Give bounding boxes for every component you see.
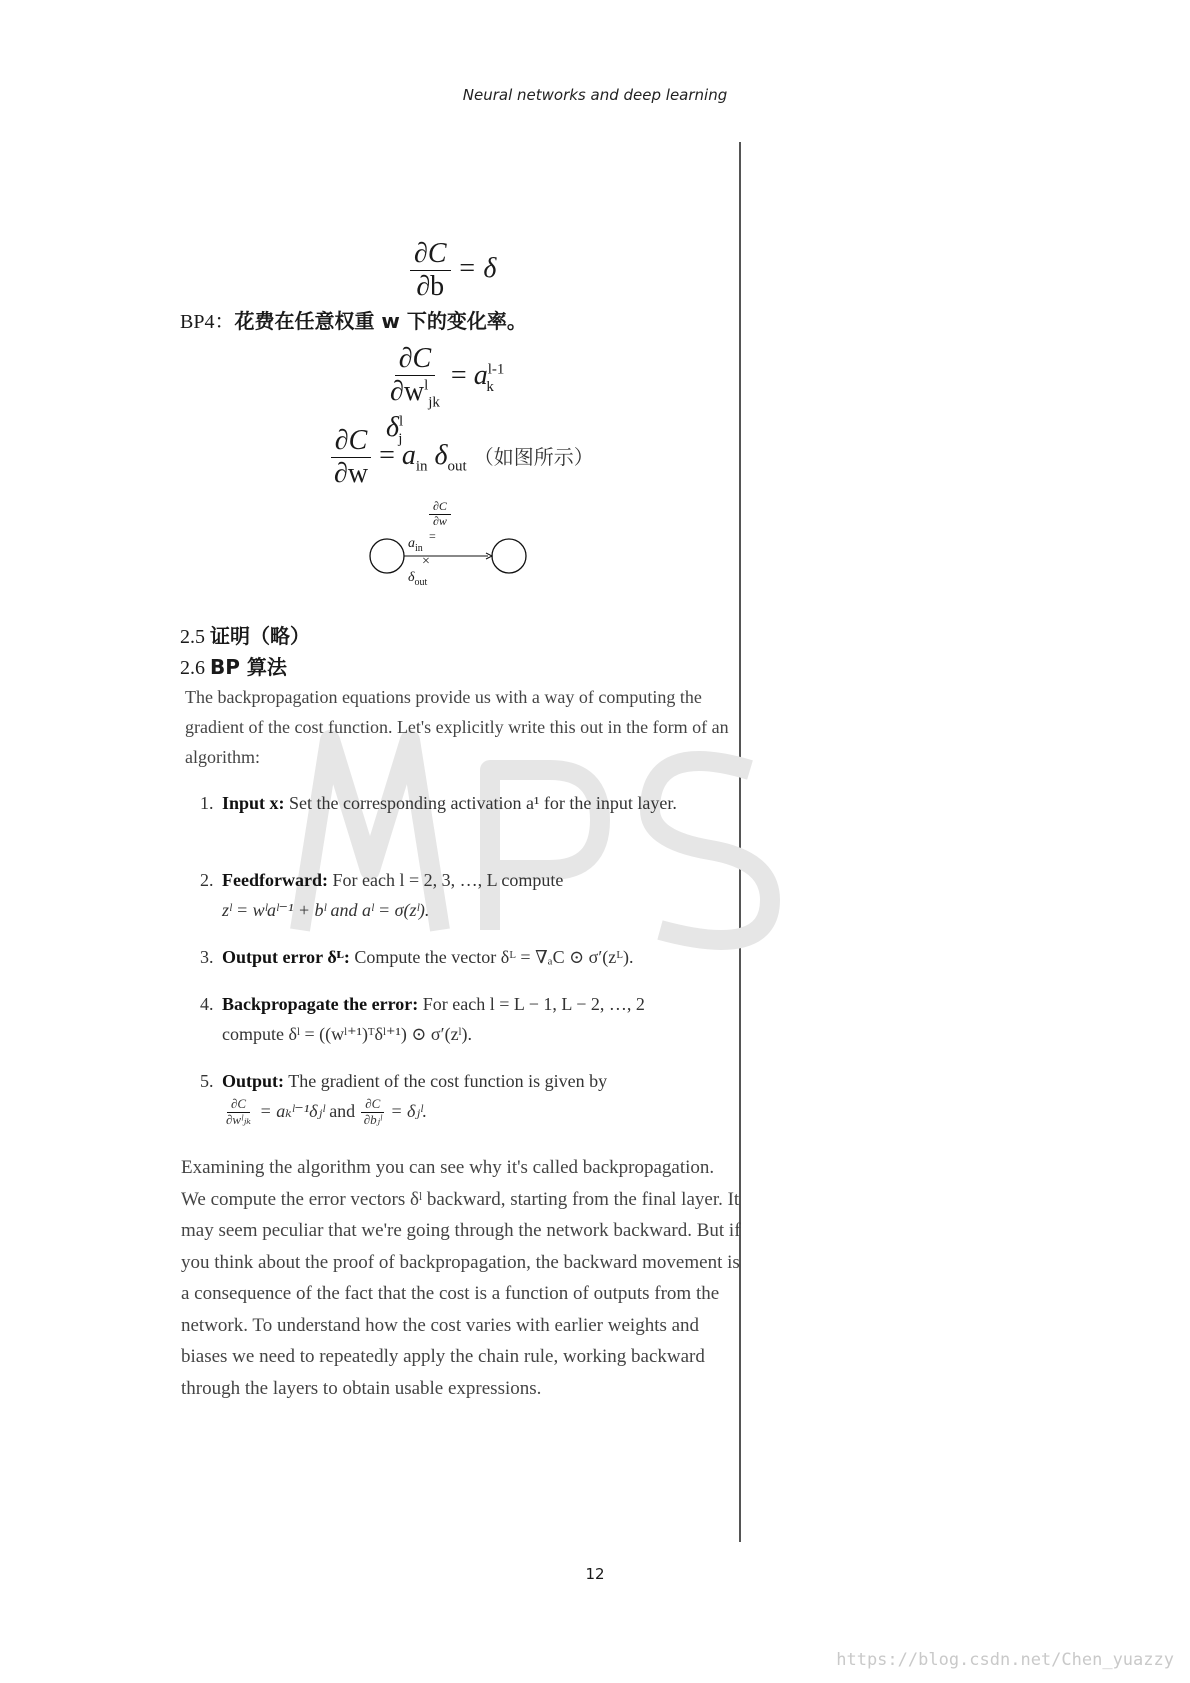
diagram-edge-label: $a_{in} \times \delta_{out}$ <box>408 536 430 588</box>
section-2-6-heading: 2.6 BP 算法 <box>180 655 287 679</box>
bp4-label: BP4： <box>180 311 235 333</box>
list-item: 3. Output error δᴸ: Compute the vector δᴸ = ∇ₐC ⊙ σ′(zᴸ). <box>200 947 634 967</box>
running-header: Neural networks and deep learning <box>462 86 728 104</box>
intro-paragraph: The backpropagation equations provide us with a way of computing the gradient of the cost function. Let's explicitly write this out in the form of an algorithm: <box>185 687 729 767</box>
diagram-graph <box>368 530 538 582</box>
page-number: 12 <box>585 1565 605 1583</box>
list-item: 4. Backpropagate the error: For each l = L − 1, L − 2, …, 2 compute δˡ = ((wˡ⁺¹)ᵀδˡ⁺¹) ⊙ σ′(zˡ). <box>200 994 645 1044</box>
equation-bp4: $\frac{\partial C}{\partial w^l_{jk}}$ = $a^{l-1}_k$ $\delta^l_j$ <box>386 343 505 447</box>
bp4-heading <box>180 305 527 334</box>
bp4-text: 花费在任意权重 w 下的变化率。 <box>234 309 527 333</box>
closing-paragraph: Examining the algorithm you can see why it's called backpropagation. We compute the error vectors δˡ backward, starting from the final layer. It may seem peculiar that we're going through the network backward. But if you think about the proof of backpropagation, the backward movement is a consequence of the fact that the cost is a function of outputs from the network. To understand how the cost varies with earlier weights and biases we need to repeatedly apply the chain rule, working backward through the layers to obtain usable expressions. <box>181 1157 741 1399</box>
equation-simplified: $\frac{\partial C}{\partial w}$ = $a_{in}$ $\delta_{out}$ （如图所示） <box>330 425 594 490</box>
section-2-5-heading: 2.5 证明（略） <box>180 624 310 648</box>
output-neuron <box>492 539 526 573</box>
input-neuron <box>370 539 404 573</box>
source-url-watermark: https://blog.csdn.net/Chen_yuazzy <box>836 1650 1174 1670</box>
list-item: 5. Output: The gradient of the cost function is given by $\frac{\partial C}{\text{∂wˡⱼₖ}}$ = aₖˡ⁻¹δⱼˡ and $\frac{\partial C}{\text{∂bⱼˡ}}$ = δⱼˡ. <box>200 1071 608 1128</box>
figure-note: （如图所示） <box>473 447 594 470</box>
list-item: 2. Feedforward: For each l = 2, 3, …, L compute zˡ = wˡaˡ⁻¹ + bˡ and aˡ = σ(zˡ). <box>200 870 564 920</box>
equation-bp3: $\frac{\partial C}{\partial b}$ = δ <box>410 238 496 303</box>
diagram-formula: $\frac{\partial C}{\partial w}$ = <box>429 500 451 544</box>
list-item: 1. Input x: Set the corresponding activation a¹ for the input layer. <box>200 793 677 813</box>
